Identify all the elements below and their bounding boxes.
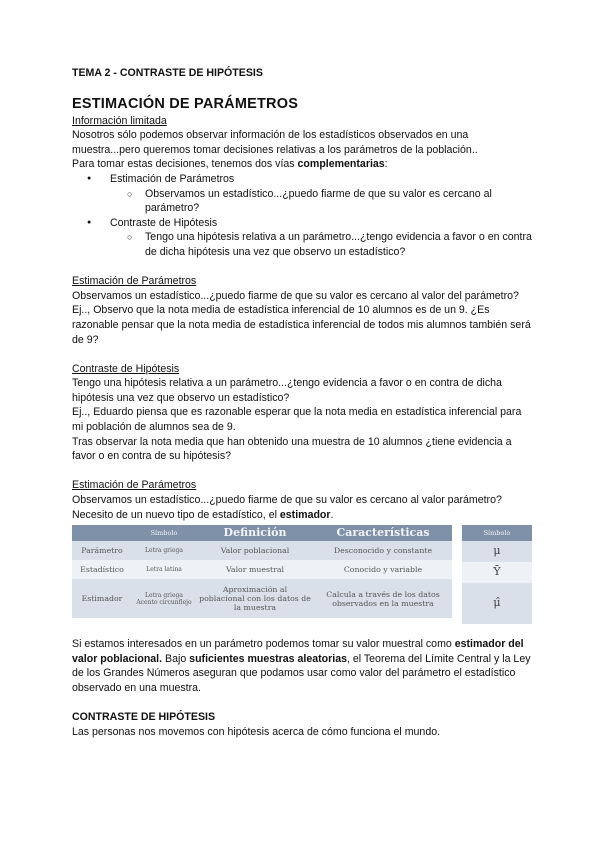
subheading-contraste: Contraste de Hipótesis (72, 362, 180, 375)
table-header (72, 525, 132, 541)
symbol-ybar: Ȳ (462, 562, 532, 583)
paragraph: Nosotros sólo podemos observar información de los estadísticos observados en una muestra...pero queremos tomar decisiones relativas a los parámetros de la población.. (72, 129, 478, 156)
paragraph: Para tomar estas decisiones, tenemos dos vías complementarias: (72, 158, 388, 171)
table-header: Símbolo (132, 525, 196, 541)
table-row: Parámetro Letra griega Valor poblacional Desconocido y constante (72, 541, 452, 560)
list-item: ● Contraste de Hipótesis (72, 216, 532, 231)
subheading-estimacion-2: Estimación de Parámetros (72, 479, 197, 492)
paragraph: Observamos un estadístico...¿puedo fiarme de que su valor es cercano al valor parámetro? (72, 494, 502, 507)
paragraph: Tras observar la nota media que han obtenido una muestra de 10 alumnos ¿tiene evidencia a favor o en contra de su hipótesis? (72, 435, 512, 463)
estimator-table-figure (72, 525, 532, 626)
document-page (72, 66, 532, 739)
sub-list-item: ○ Tengo una hipótesis relativa a un parámetro...¿tengo evidencia a favor o en contra de dicha hipótesis una vez que observo un estadístico? (72, 230, 532, 259)
symbol-header: Símbolo (462, 525, 532, 541)
paragraph: Observamos un estadístico...¿puedo fiarme de que su valor es cercano al valor del parámetro? (72, 289, 519, 302)
subheading-contraste-hipotesis: CONTRASTE DE HIPÓTESIS (72, 711, 216, 724)
concept-table (72, 525, 452, 618)
paragraph: Si estamos interesados en un parámetro podemos tomar su valor muestral como estimador del valor poblacional. Bajo suficientes muestras aleatorias, el Teorema del Límite Central y la Ley de los Grandes Números aseguran que podamos usar como valor del parámetro el estadístico observado en una muestra. (72, 638, 531, 694)
paragraph: Ej.., Observo que la nota media de estadística inferencial de 10 alumnos es de un 9. ¿Es razonable pensar que la nota media de estadística inferencial de todos mis alumnos también será de 9? (72, 304, 531, 346)
section-title: ESTIMACIÓN DE PARÁMETROS (72, 95, 299, 112)
paragraph: Tengo una hipótesis relativa a un parámetro...¿tengo evidencia a favor o en contra de dicha hipótesis una vez que observo un estadístico? (72, 377, 502, 404)
table-row: Estimador Letra griega Acento circunflejo Aproximación al poblacional con los datos de la muestra Calcula a través de los datos observados en la muestra (72, 579, 452, 618)
table-header: Características (314, 525, 452, 541)
paragraph: Necesito de un nuevo tipo de estadístico, el estimador. (72, 508, 334, 521)
table-row: Estadístico Letra latina Valor muestral Conocido y variable (72, 560, 452, 579)
topic-title: TEMA 2 - CONTRASTE DE HIPÓTESIS (72, 67, 263, 79)
paragraph: Ej.., Eduardo piensa que es razonable esperar que la nota media en estadística inferencial para mi población de alumnos sea de 9. (72, 406, 522, 434)
bullet-list (72, 172, 532, 260)
symbol-table (462, 525, 532, 624)
table-header: Definición (196, 525, 314, 541)
subheading-estimacion: Estimación de Parámetros (72, 275, 197, 288)
paragraph: Las personas nos movemos con hipótesis acerca de cómo funciona el mundo. (72, 725, 441, 738)
symbol-mu-hat: μ̂ (462, 583, 532, 624)
sub-list-item: ○ Observamos un estadístico...¿puedo fiarme de que su valor es cercano al parámetro? (72, 187, 532, 216)
symbol-mu: μ (462, 541, 532, 562)
list-item: ● Estimación de Parámetros (72, 172, 532, 187)
subheading-informacion-limitada: Información limitada (72, 114, 167, 127)
